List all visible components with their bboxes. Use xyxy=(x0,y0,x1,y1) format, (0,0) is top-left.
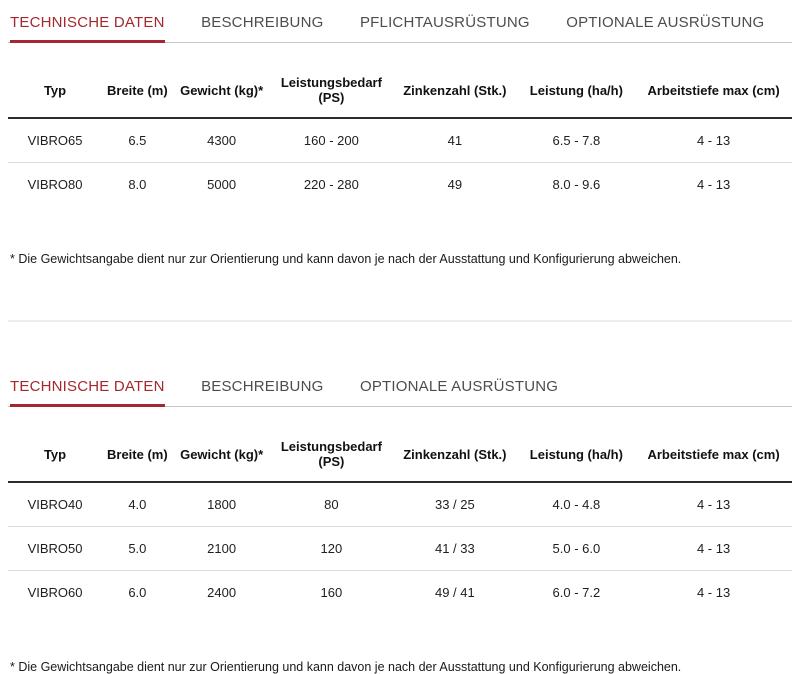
cell-leistung: 8.0 - 9.6 xyxy=(552,177,601,192)
column-header-leistungsbedarf: Leistungsbedarf (PS) xyxy=(271,64,393,118)
cell-zinkenzahl: 49 / 41 xyxy=(434,585,475,600)
specs-table xyxy=(8,428,792,614)
table-row xyxy=(8,571,792,615)
tab-optionale-ausruestung[interactable]: OPTIONALE AUSRÜSTUNG xyxy=(360,374,558,404)
cell-typ: VIBRO65 xyxy=(8,118,102,163)
cell-gewicht: 2100 xyxy=(173,527,271,571)
table-row xyxy=(8,163,792,207)
cell-zinkenzahl: 49 xyxy=(447,177,463,192)
table-row xyxy=(8,482,792,527)
weight-footnote: * Die Gewichtsangabe dient nur zur Orientierung und kann davon je nach der Ausstattung und Konfigurierung abweichen. xyxy=(10,660,682,674)
cell-zinkenzahl: 41 xyxy=(392,118,517,163)
column-header-typ: Typ xyxy=(8,428,102,482)
cell-breite: 5.0 xyxy=(102,527,173,571)
table-header-row xyxy=(8,64,792,118)
cell-typ: VIBRO80 xyxy=(27,177,83,192)
product-section-2 xyxy=(8,322,792,674)
cell-arbeitstiefe: 4 - 13 xyxy=(635,482,792,527)
cell-leistungsbedarf: 160 - 200 xyxy=(271,118,393,163)
cell-arbeitstiefe: 4 - 13 xyxy=(635,118,792,163)
column-header-arbeitstiefe: Arbeitstiefe max (cm) xyxy=(635,64,792,118)
cell-typ: VIBRO60 xyxy=(27,585,83,600)
column-header-gewicht: Gewicht (kg)* xyxy=(173,64,271,118)
column-header-typ: Typ xyxy=(8,64,102,118)
cell-leistung: 5.0 - 6.0 xyxy=(518,527,636,571)
tab-beschreibung[interactable]: BESCHREIBUNG xyxy=(201,10,323,40)
table-header-row xyxy=(8,428,792,482)
cell-leistungsbedarf: 80 xyxy=(271,482,393,527)
column-header-leistung: Leistung (ha/h) xyxy=(518,428,636,482)
product-section-1 xyxy=(8,10,792,266)
cell-breite: 6.5 xyxy=(102,118,173,163)
cell-leistungsbedarf: 160 xyxy=(320,585,343,600)
table-row xyxy=(8,118,792,163)
column-header-leistungsbedarf: Leistungsbedarf (PS) xyxy=(271,428,393,482)
cell-zinkenzahl: 33 / 25 xyxy=(392,482,517,527)
cell-breite: 6.0 xyxy=(128,585,147,600)
tab-technische-daten[interactable]: TECHNISCHE DATEN xyxy=(10,374,165,407)
weight-footnote: * Die Gewichtsangabe dient nur zur Orientierung und kann davon je nach der Ausstattung und Konfigurierung abweichen. xyxy=(10,252,682,266)
tab-pflichtausruestung[interactable]: PFLICHTAUSRÜSTUNG xyxy=(360,10,530,40)
cell-leistungsbedarf: 220 - 280 xyxy=(303,177,359,192)
tab-bar xyxy=(8,374,792,407)
column-header-gewicht: Gewicht (kg)* xyxy=(173,428,271,482)
column-header-breite: Breite (m) xyxy=(102,64,173,118)
cell-breite: 8.0 xyxy=(128,177,147,192)
cell-gewicht: 1800 xyxy=(173,482,271,527)
column-header-breite: Breite (m) xyxy=(102,428,173,482)
specs-table xyxy=(8,64,792,206)
column-header-zinkenzahl: Zinkenzahl (Stk.) xyxy=(392,64,517,118)
table-row xyxy=(8,527,792,571)
tab-bar xyxy=(8,10,792,43)
cell-arbeitstiefe: 4 - 13 xyxy=(696,585,731,600)
tab-beschreibung[interactable]: BESCHREIBUNG xyxy=(201,374,323,404)
cell-leistung: 4.0 - 4.8 xyxy=(518,482,636,527)
cell-leistung: 6.0 - 7.2 xyxy=(552,585,601,600)
column-header-zinkenzahl: Zinkenzahl (Stk.) xyxy=(392,428,517,482)
column-header-arbeitstiefe: Arbeitstiefe max (cm) xyxy=(635,428,792,482)
cell-gewicht: 2400 xyxy=(207,585,237,600)
cell-leistung: 6.5 - 7.8 xyxy=(518,118,636,163)
cell-zinkenzahl: 41 / 33 xyxy=(392,527,517,571)
cell-leistungsbedarf: 120 xyxy=(271,527,393,571)
cell-arbeitstiefe: 4 - 13 xyxy=(635,527,792,571)
cell-gewicht: 5000 xyxy=(207,177,237,192)
cell-typ: VIBRO50 xyxy=(8,527,102,571)
tab-optionale-ausruestung[interactable]: OPTIONALE AUSRÜSTUNG xyxy=(566,10,764,40)
cell-gewicht: 4300 xyxy=(173,118,271,163)
column-header-leistung: Leistung (ha/h) xyxy=(518,64,636,118)
cell-arbeitstiefe: 4 - 13 xyxy=(696,177,731,192)
cell-typ: VIBRO40 xyxy=(8,482,102,527)
tab-technische-daten[interactable]: TECHNISCHE DATEN xyxy=(10,10,165,43)
cell-breite: 4.0 xyxy=(102,482,173,527)
